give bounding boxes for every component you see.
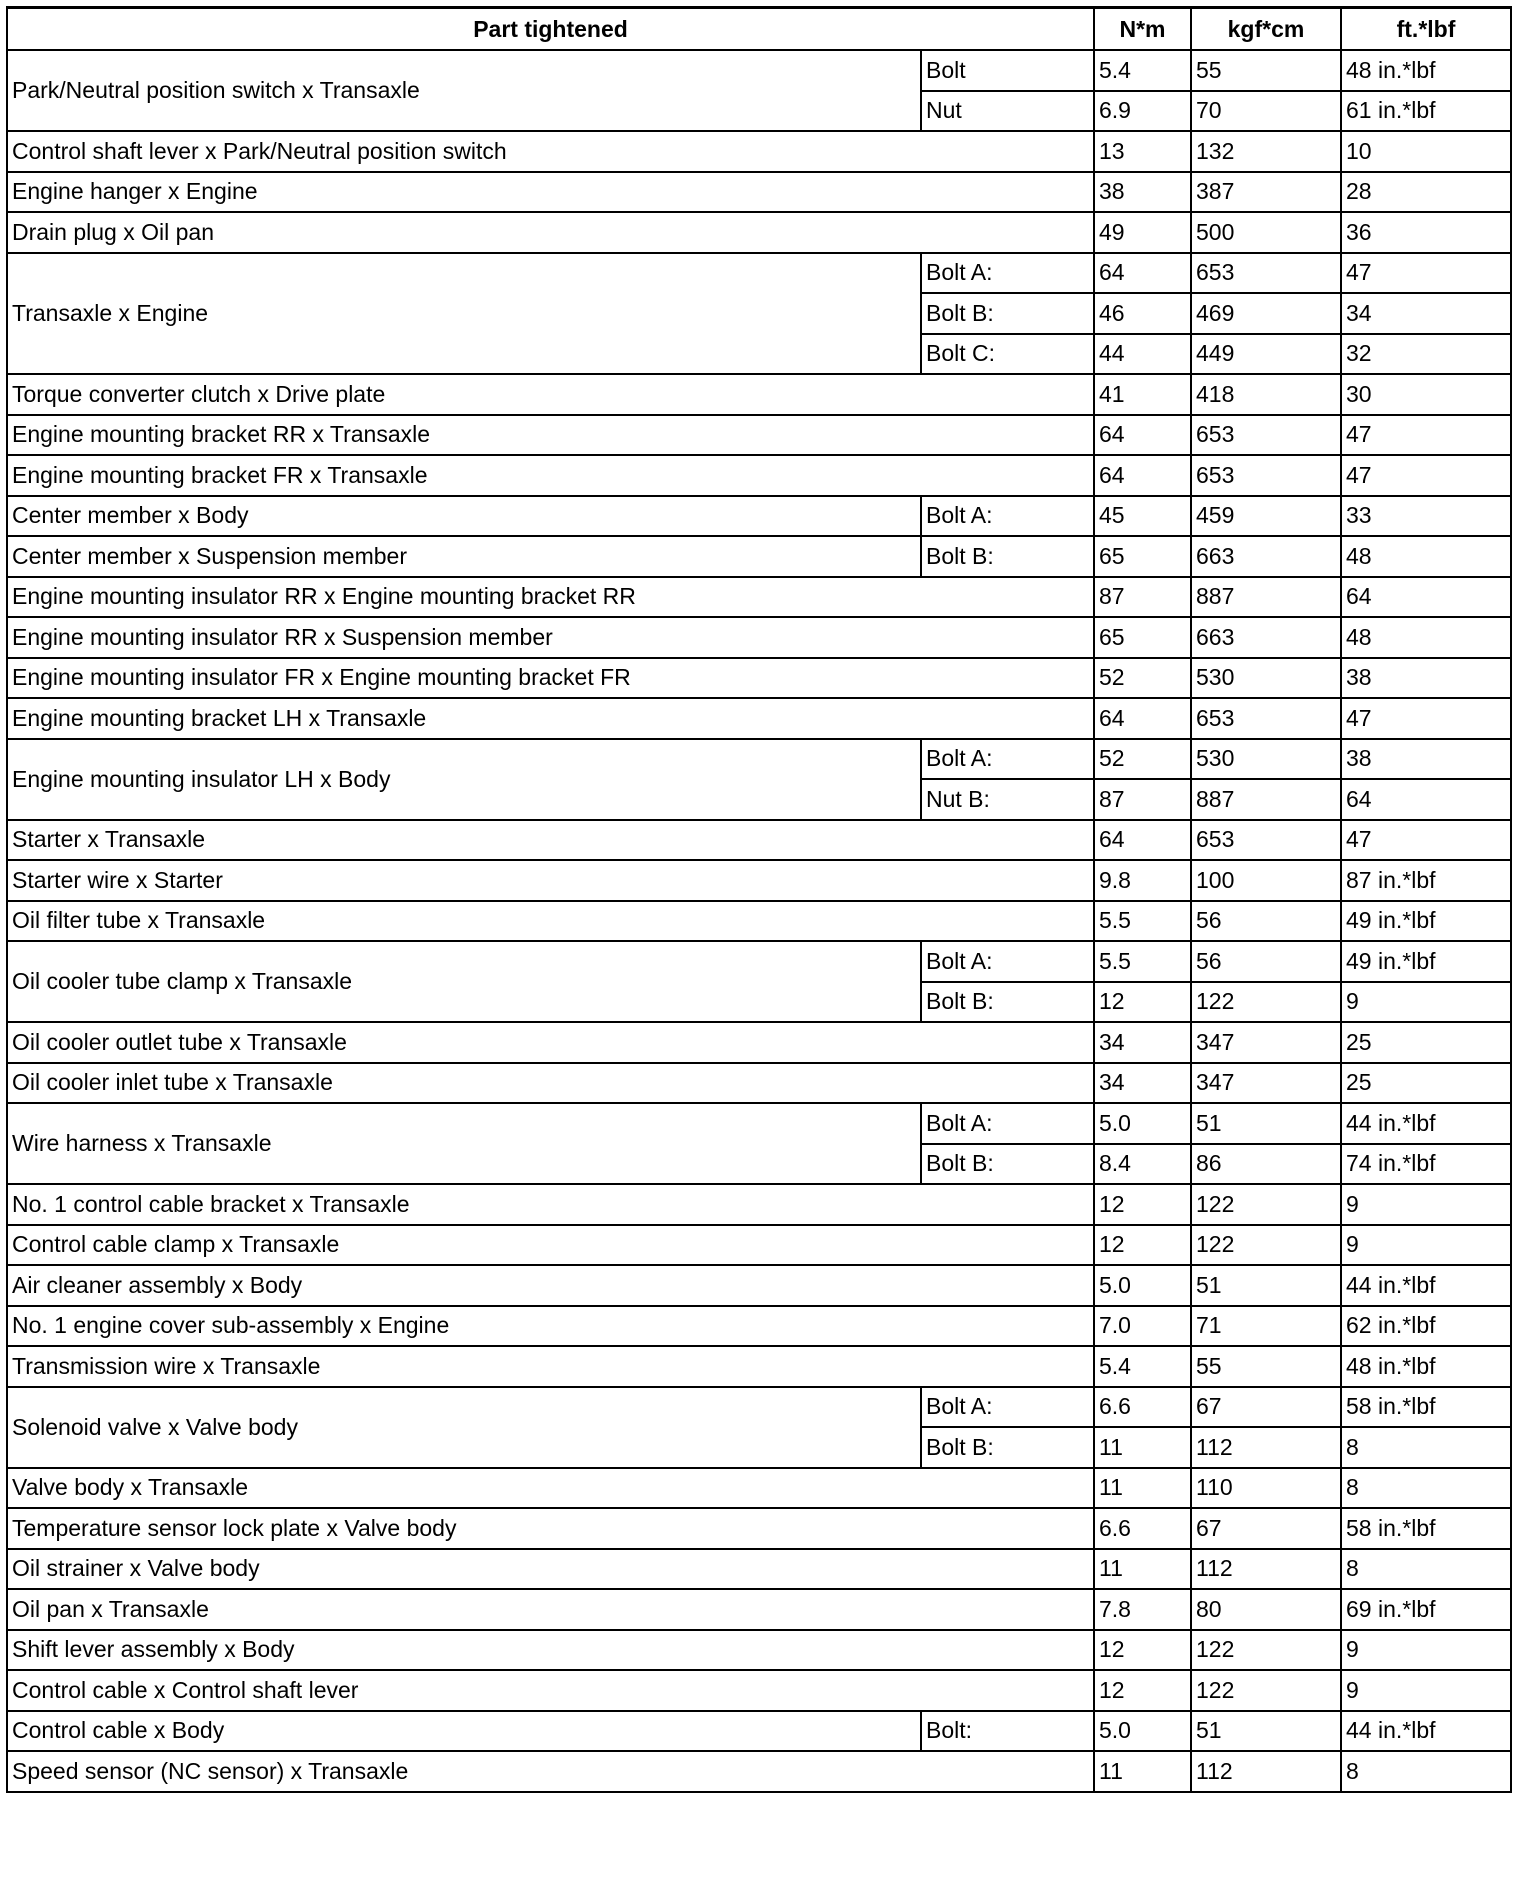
table-row xyxy=(7,50,1511,91)
kgf-cell: 469 xyxy=(1191,293,1341,334)
ft-cell: 58 in.*lbf xyxy=(1341,1387,1511,1428)
ft-cell: 9 xyxy=(1341,1225,1511,1266)
ft-cell: 47 xyxy=(1341,455,1511,496)
ft-cell: 9 xyxy=(1341,982,1511,1023)
part-cell: Drain plug x Oil pan xyxy=(7,212,1094,253)
ft-cell: 48 in.*lbf xyxy=(1341,50,1511,91)
nm-cell: 13 xyxy=(1094,131,1191,172)
ft-cell: 28 xyxy=(1341,172,1511,213)
fastener-cell: Bolt A: xyxy=(921,1387,1094,1428)
ft-cell: 32 xyxy=(1341,334,1511,375)
part-cell: Engine mounting bracket RR x Transaxle xyxy=(7,415,1094,456)
nm-cell: 5.5 xyxy=(1094,901,1191,942)
table-row xyxy=(7,658,1511,699)
table-row xyxy=(7,1711,1511,1752)
kgf-cell: 418 xyxy=(1191,374,1341,415)
nm-cell: 46 xyxy=(1094,293,1191,334)
nm-cell: 5.0 xyxy=(1094,1103,1191,1144)
table-row xyxy=(7,1751,1511,1792)
ft-cell: 25 xyxy=(1341,1063,1511,1104)
ft-cell: 64 xyxy=(1341,577,1511,618)
nm-cell: 12 xyxy=(1094,982,1191,1023)
nm-cell: 64 xyxy=(1094,253,1191,294)
part-cell: Valve body x Transaxle xyxy=(7,1468,1094,1509)
nm-cell: 12 xyxy=(1094,1225,1191,1266)
part-cell: Starter wire x Starter xyxy=(7,860,1094,901)
nm-cell: 5.4 xyxy=(1094,50,1191,91)
nm-cell: 45 xyxy=(1094,496,1191,537)
part-cell: Oil cooler outlet tube x Transaxle xyxy=(7,1022,1094,1063)
kgf-cell: 132 xyxy=(1191,131,1341,172)
part-cell: Air cleaner assembly x Body xyxy=(7,1265,1094,1306)
kgf-cell: 449 xyxy=(1191,334,1341,375)
fastener-cell: Bolt: xyxy=(921,1711,1094,1752)
header-ft-lbf: ft.*lbf xyxy=(1341,8,1511,51)
nm-cell: 34 xyxy=(1094,1022,1191,1063)
part-cell: Engine mounting bracket FR x Transaxle xyxy=(7,455,1094,496)
nm-cell: 49 xyxy=(1094,212,1191,253)
fastener-cell: Nut xyxy=(921,91,1094,132)
fastener-cell: Bolt A: xyxy=(921,253,1094,294)
ft-cell: 8 xyxy=(1341,1751,1511,1792)
ft-cell: 47 xyxy=(1341,253,1511,294)
part-cell: Center member x Body xyxy=(7,496,921,537)
table-row xyxy=(7,860,1511,901)
nm-cell: 11 xyxy=(1094,1751,1191,1792)
nm-cell: 5.5 xyxy=(1094,941,1191,982)
nm-cell: 5.4 xyxy=(1094,1346,1191,1387)
part-cell: Starter x Transaxle xyxy=(7,820,1094,861)
part-cell: Oil cooler inlet tube x Transaxle xyxy=(7,1063,1094,1104)
table-row xyxy=(7,1063,1511,1104)
ft-cell: 48 in.*lbf xyxy=(1341,1346,1511,1387)
nm-cell: 12 xyxy=(1094,1184,1191,1225)
part-cell: Oil strainer x Valve body xyxy=(7,1549,1094,1590)
table-row xyxy=(7,253,1511,294)
ft-cell: 9 xyxy=(1341,1184,1511,1225)
ft-cell: 44 in.*lbf xyxy=(1341,1711,1511,1752)
part-cell: Wire harness x Transaxle xyxy=(7,1103,921,1184)
kgf-cell: 653 xyxy=(1191,698,1341,739)
kgf-cell: 122 xyxy=(1191,1225,1341,1266)
part-cell: No. 1 control cable bracket x Transaxle xyxy=(7,1184,1094,1225)
table-row xyxy=(7,1387,1511,1428)
fastener-cell: Bolt A: xyxy=(921,1103,1094,1144)
kgf-cell: 347 xyxy=(1191,1022,1341,1063)
kgf-cell: 112 xyxy=(1191,1751,1341,1792)
kgf-cell: 653 xyxy=(1191,415,1341,456)
kgf-cell: 112 xyxy=(1191,1549,1341,1590)
ft-cell: 34 xyxy=(1341,293,1511,334)
kgf-cell: 459 xyxy=(1191,496,1341,537)
part-cell: Shift lever assembly x Body xyxy=(7,1630,1094,1671)
ft-cell: 61 in.*lbf xyxy=(1341,91,1511,132)
kgf-cell: 67 xyxy=(1191,1508,1341,1549)
nm-cell: 11 xyxy=(1094,1468,1191,1509)
table-row xyxy=(7,1549,1511,1590)
part-cell: No. 1 engine cover sub-assembly x Engine xyxy=(7,1306,1094,1347)
ft-cell: 49 in.*lbf xyxy=(1341,941,1511,982)
nm-cell: 8.4 xyxy=(1094,1144,1191,1185)
ft-cell: 49 in.*lbf xyxy=(1341,901,1511,942)
ft-cell: 74 in.*lbf xyxy=(1341,1144,1511,1185)
kgf-cell: 663 xyxy=(1191,536,1341,577)
kgf-cell: 122 xyxy=(1191,1630,1341,1671)
kgf-cell: 387 xyxy=(1191,172,1341,213)
nm-cell: 11 xyxy=(1094,1427,1191,1468)
nm-cell: 7.8 xyxy=(1094,1589,1191,1630)
table-row xyxy=(7,1103,1511,1144)
ft-cell: 48 xyxy=(1341,617,1511,658)
nm-cell: 7.0 xyxy=(1094,1306,1191,1347)
fastener-cell: Bolt B: xyxy=(921,1427,1094,1468)
ft-cell: 9 xyxy=(1341,1670,1511,1711)
table-row xyxy=(7,577,1511,618)
table-row xyxy=(7,617,1511,658)
ft-cell: 8 xyxy=(1341,1468,1511,1509)
kgf-cell: 347 xyxy=(1191,1063,1341,1104)
part-cell: Control cable x Control shaft lever xyxy=(7,1670,1094,1711)
kgf-cell: 86 xyxy=(1191,1144,1341,1185)
nm-cell: 9.8 xyxy=(1094,860,1191,901)
nm-cell: 65 xyxy=(1094,617,1191,658)
ft-cell: 8 xyxy=(1341,1427,1511,1468)
table-row xyxy=(7,1225,1511,1266)
table-row xyxy=(7,172,1511,213)
table-row xyxy=(7,1346,1511,1387)
kgf-cell: 55 xyxy=(1191,1346,1341,1387)
header-kgf-cm: kgf*cm xyxy=(1191,8,1341,51)
kgf-cell: 530 xyxy=(1191,739,1341,780)
nm-cell: 64 xyxy=(1094,455,1191,496)
part-cell: Park/Neutral position switch x Transaxle xyxy=(7,50,921,131)
table-row xyxy=(7,1630,1511,1671)
table-row xyxy=(7,820,1511,861)
part-cell: Control shaft lever x Park/Neutral position switch xyxy=(7,131,1094,172)
table-row xyxy=(7,455,1511,496)
nm-cell: 64 xyxy=(1094,415,1191,456)
ft-cell: 64 xyxy=(1341,779,1511,820)
kgf-cell: 112 xyxy=(1191,1427,1341,1468)
kgf-cell: 653 xyxy=(1191,820,1341,861)
part-cell: Oil filter tube x Transaxle xyxy=(7,901,1094,942)
part-cell: Center member x Suspension member xyxy=(7,536,921,577)
kgf-cell: 100 xyxy=(1191,860,1341,901)
nm-cell: 41 xyxy=(1094,374,1191,415)
nm-cell: 64 xyxy=(1094,698,1191,739)
nm-cell: 5.0 xyxy=(1094,1711,1191,1752)
part-cell: Engine mounting bracket LH x Transaxle xyxy=(7,698,1094,739)
kgf-cell: 67 xyxy=(1191,1387,1341,1428)
kgf-cell: 51 xyxy=(1191,1711,1341,1752)
part-cell: Solenoid valve x Valve body xyxy=(7,1387,921,1468)
nm-cell: 87 xyxy=(1094,779,1191,820)
part-cell: Control cable x Body xyxy=(7,1711,921,1752)
kgf-cell: 51 xyxy=(1191,1265,1341,1306)
nm-cell: 5.0 xyxy=(1094,1265,1191,1306)
nm-cell: 6.9 xyxy=(1094,91,1191,132)
table-row xyxy=(7,415,1511,456)
table-row xyxy=(7,1022,1511,1063)
kgf-cell: 530 xyxy=(1191,658,1341,699)
ft-cell: 58 in.*lbf xyxy=(1341,1508,1511,1549)
ft-cell: 10 xyxy=(1341,131,1511,172)
fastener-cell: Bolt A: xyxy=(921,496,1094,537)
ft-cell: 69 in.*lbf xyxy=(1341,1589,1511,1630)
nm-cell: 44 xyxy=(1094,334,1191,375)
part-cell: Engine mounting insulator FR x Engine mounting bracket FR xyxy=(7,658,1094,699)
ft-cell: 44 in.*lbf xyxy=(1341,1265,1511,1306)
nm-cell: 52 xyxy=(1094,739,1191,780)
table-row xyxy=(7,901,1511,942)
nm-cell: 34 xyxy=(1094,1063,1191,1104)
part-cell: Transmission wire x Transaxle xyxy=(7,1346,1094,1387)
table-row xyxy=(7,212,1511,253)
ft-cell: 38 xyxy=(1341,658,1511,699)
fastener-cell: Bolt C: xyxy=(921,334,1094,375)
table-row xyxy=(7,1306,1511,1347)
part-cell: Control cable clamp x Transaxle xyxy=(7,1225,1094,1266)
table-row xyxy=(7,374,1511,415)
part-cell: Engine hanger x Engine xyxy=(7,172,1094,213)
fastener-cell: Bolt B: xyxy=(921,1144,1094,1185)
part-cell: Oil pan x Transaxle xyxy=(7,1589,1094,1630)
nm-cell: 65 xyxy=(1094,536,1191,577)
table-row xyxy=(7,496,1511,537)
kgf-cell: 663 xyxy=(1191,617,1341,658)
nm-cell: 11 xyxy=(1094,1549,1191,1590)
table-row xyxy=(7,1184,1511,1225)
table-row xyxy=(7,941,1511,982)
kgf-cell: 122 xyxy=(1191,1670,1341,1711)
kgf-cell: 110 xyxy=(1191,1468,1341,1509)
part-cell: Engine mounting insulator RR x Engine mounting bracket RR xyxy=(7,577,1094,618)
kgf-cell: 56 xyxy=(1191,941,1341,982)
ft-cell: 38 xyxy=(1341,739,1511,780)
kgf-cell: 500 xyxy=(1191,212,1341,253)
header-row xyxy=(7,8,1511,51)
table-row xyxy=(7,1670,1511,1711)
part-cell: Oil cooler tube clamp x Transaxle xyxy=(7,941,921,1022)
ft-cell: 48 xyxy=(1341,536,1511,577)
ft-cell: 30 xyxy=(1341,374,1511,415)
kgf-cell: 80 xyxy=(1191,1589,1341,1630)
table-row xyxy=(7,1468,1511,1509)
kgf-cell: 56 xyxy=(1191,901,1341,942)
table-row xyxy=(7,698,1511,739)
fastener-cell: Nut B: xyxy=(921,779,1094,820)
torque-spec-table xyxy=(6,6,1512,1793)
table-row xyxy=(7,739,1511,780)
kgf-cell: 887 xyxy=(1191,779,1341,820)
header-part-tightened: Part tightened xyxy=(7,8,1094,51)
nm-cell: 52 xyxy=(1094,658,1191,699)
fastener-cell: Bolt B: xyxy=(921,536,1094,577)
part-cell: Temperature sensor lock plate x Valve body xyxy=(7,1508,1094,1549)
ft-cell: 47 xyxy=(1341,820,1511,861)
nm-cell: 38 xyxy=(1094,172,1191,213)
ft-cell: 33 xyxy=(1341,496,1511,537)
kgf-cell: 55 xyxy=(1191,50,1341,91)
fastener-cell: Bolt A: xyxy=(921,941,1094,982)
ft-cell: 44 in.*lbf xyxy=(1341,1103,1511,1144)
table-row xyxy=(7,131,1511,172)
kgf-cell: 71 xyxy=(1191,1306,1341,1347)
header-nm: N*m xyxy=(1094,8,1191,51)
table-row xyxy=(7,536,1511,577)
nm-cell: 6.6 xyxy=(1094,1508,1191,1549)
ft-cell: 9 xyxy=(1341,1630,1511,1671)
kgf-cell: 122 xyxy=(1191,982,1341,1023)
ft-cell: 47 xyxy=(1341,698,1511,739)
ft-cell: 36 xyxy=(1341,212,1511,253)
ft-cell: 25 xyxy=(1341,1022,1511,1063)
ft-cell: 62 in.*lbf xyxy=(1341,1306,1511,1347)
kgf-cell: 51 xyxy=(1191,1103,1341,1144)
fastener-cell: Bolt B: xyxy=(921,293,1094,334)
ft-cell: 87 in.*lbf xyxy=(1341,860,1511,901)
fastener-cell: Bolt A: xyxy=(921,739,1094,780)
table-row xyxy=(7,1508,1511,1549)
part-cell: Transaxle x Engine xyxy=(7,253,921,375)
part-cell: Engine mounting insulator RR x Suspension member xyxy=(7,617,1094,658)
nm-cell: 87 xyxy=(1094,577,1191,618)
nm-cell: 12 xyxy=(1094,1630,1191,1671)
kgf-cell: 122 xyxy=(1191,1184,1341,1225)
part-cell: Engine mounting insulator LH x Body xyxy=(7,739,921,820)
kgf-cell: 653 xyxy=(1191,455,1341,496)
part-cell: Torque converter clutch x Drive plate xyxy=(7,374,1094,415)
table-row xyxy=(7,1265,1511,1306)
kgf-cell: 887 xyxy=(1191,577,1341,618)
fastener-cell: Bolt B: xyxy=(921,982,1094,1023)
table-row xyxy=(7,1589,1511,1630)
nm-cell: 64 xyxy=(1094,820,1191,861)
ft-cell: 8 xyxy=(1341,1549,1511,1590)
kgf-cell: 653 xyxy=(1191,253,1341,294)
nm-cell: 12 xyxy=(1094,1670,1191,1711)
nm-cell: 6.6 xyxy=(1094,1387,1191,1428)
ft-cell: 47 xyxy=(1341,415,1511,456)
part-cell: Speed sensor (NC sensor) x Transaxle xyxy=(7,1751,1094,1792)
kgf-cell: 70 xyxy=(1191,91,1341,132)
fastener-cell: Bolt xyxy=(921,50,1094,91)
